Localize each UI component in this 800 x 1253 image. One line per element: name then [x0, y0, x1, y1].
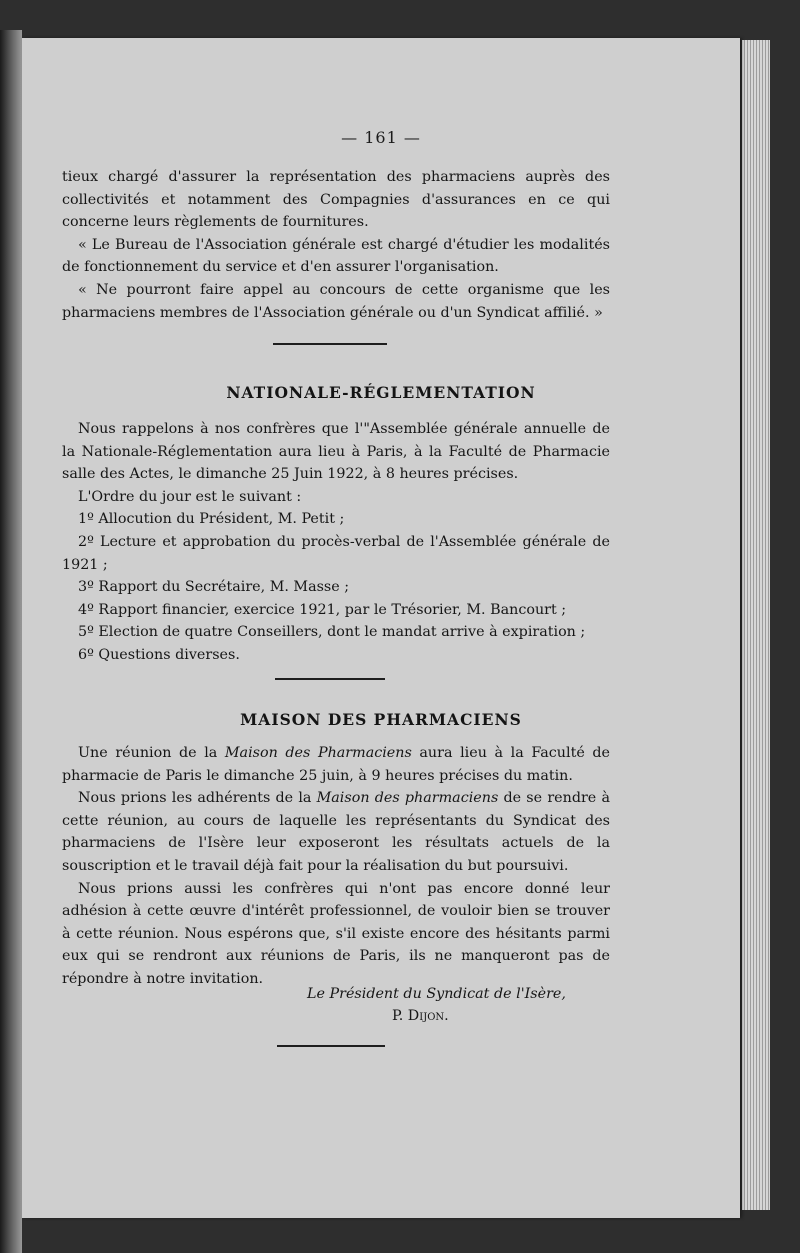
agenda-item-5: 5º Election de quatre Conseillers, dont le mandat arrive à expiration ;	[78, 624, 586, 641]
intro-paragraph-3: « Ne pourront faire appel au concours de cette organisme que les pharmaciens membres de l'Association générale ou d'un Syndicat affilié. »	[62, 281, 610, 321]
maison-p2-text-a: Nous prions les adhérents de la	[78, 790, 317, 807]
section-divider-2	[275, 678, 385, 680]
maison-paragraph-2	[62, 787, 610, 877]
section-divider-3	[277, 1045, 385, 1047]
heading-nationale-reglementation: NATIONALE-RÉGLEMENTATION	[226, 383, 536, 402]
heading-maison-des-pharmaciens: MAISON DES PHARMACIENS	[240, 710, 522, 729]
intro-section	[62, 166, 610, 324]
intro-paragraph-1: tieux chargé d'assurer la représentation des pharmaciens auprès des collectivités et notamment des Compagnies d'assurances en ce qui concerne leurs règlements de fournitures.	[62, 169, 610, 231]
page-stack-edge	[742, 40, 770, 1210]
maison-p1-text-a: Une réunion de la	[78, 745, 225, 761]
signature-title: Le Président du Syndicat de l'Isère,	[307, 986, 566, 1002]
maison-section	[62, 742, 610, 991]
book-page	[22, 38, 740, 1218]
intro-paragraph-2: « Le Bureau de l'Association générale est chargé d'étudier les modalités de fonctionnement du service et d'en assurer l'organisation.	[62, 236, 610, 276]
section-divider-1	[273, 343, 387, 345]
maison-p2-title: Maison des pharmaciens	[316, 790, 499, 807]
signature-name: P. Dijon.	[392, 1008, 449, 1024]
agenda-item-1: 1º Allocution du Président, M. Petit ;	[78, 511, 345, 528]
nationale-paragraph-1: Nous rappelons à nos confrères que l'"Assemblée générale annuelle de la Nationale-Réglementation aura lieu à Paris, à la Faculté de Pharmacie salle des Actes, le dimanche 25 Juin 1922, à 8 heures précises.	[62, 421, 610, 483]
maison-paragraph-3: Nous prions aussi les confrères qui n'ont pas encore donné leur adhésion à cette œuvre d'intérêt professionnel, de vouloir bien se trouver à cette réunion. Nous espérons que, s'il existe encore des hésitants parmi eux qui se rendront aux réunions de Paris, ils ne manqueront pas de répondre à notre invitation.	[62, 880, 610, 987]
page-number: — 161 —	[341, 128, 421, 147]
agenda-item-6: 6º Questions diverses.	[78, 646, 240, 663]
maison-p1-text-b: aura lieu à la Faculté de pharmacie de Paris le dimanche 25 juin, à 9 heures précises du matin.	[62, 745, 610, 784]
agenda-item-2: 2º Lecture et approbation du procès-verbal de l'Assemblée générale de 1921 ;	[62, 533, 610, 573]
facing-page-edge	[0, 30, 22, 1253]
maison-p1-title: Maison des Pharmaciens	[224, 745, 412, 761]
agenda-item-3: 3º Rapport du Secrétaire, M. Masse ;	[78, 579, 350, 596]
nationale-paragraph-2: L'Ordre du jour est le suivant :	[78, 488, 302, 505]
agenda-item-4: 4º Rapport financier, exercice 1921, par le Trésorier, M. Bancourt ;	[78, 601, 567, 618]
nationale-section	[62, 418, 610, 667]
maison-p2-text-b: de se rendre à cette réunion, au cours de laquelle les représentants du Syndicat des pharmaciens de l'Isère leur exposeront les résultats actuels de la souscription et le travail déjà fait pour la réalisation du but poursuivi.	[62, 790, 610, 874]
maison-paragraph-1	[62, 742, 610, 787]
